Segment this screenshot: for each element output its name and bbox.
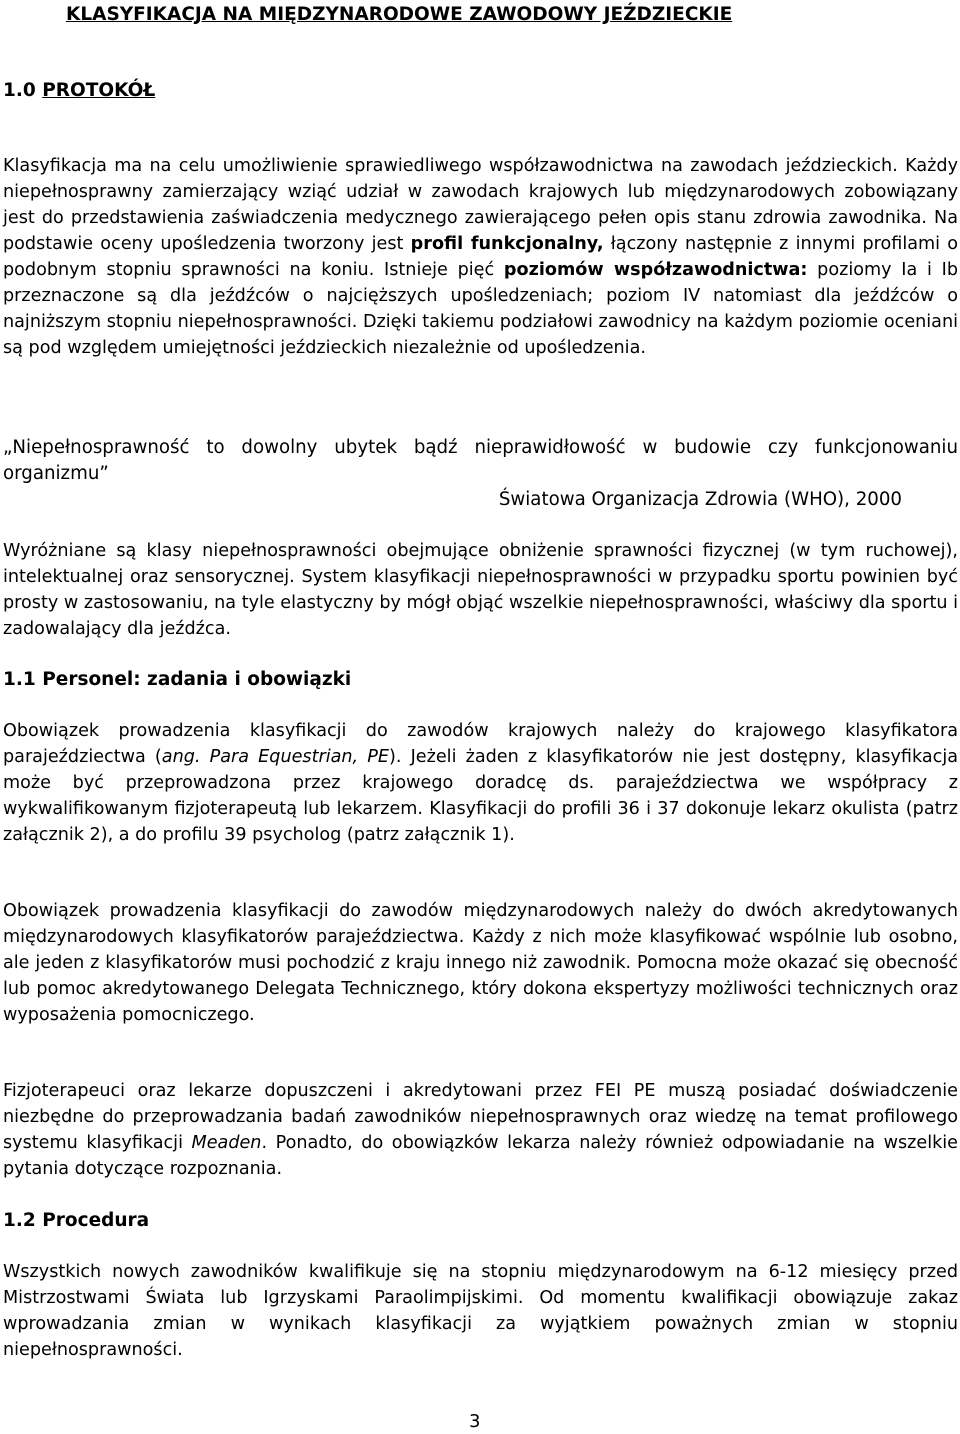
subsection-heading-procedure: 1.2 Procedura <box>3 1210 150 1231</box>
bold-term-functional-profile: profil funkcjonalny, <box>410 234 604 254</box>
paragraph-national-classification <box>3 718 958 848</box>
section-heading-protocol <box>3 78 155 104</box>
page-number: 3 <box>469 1411 481 1432</box>
paragraph-disability-classes: Wyróżniane są klasy niepełnosprawności obejmujące obniżenie sprawności fizycznej (w tym ruchowej), intelektualnej oraz sensorycznej. System klasyfikacji niepełnosprawności w przypadku sportu powinien być prosty w zastosowaniu, na tyle elastyczny by mógł objąć wszelkie niepełnosprawności, właściwy dla sportu i zadowalający dla jeźdźca. <box>3 541 958 639</box>
text-run: poziomy Ia i Ib przeznaczone są dla jeźdźców o najcięższych upośledzeniach; poziom IV natomiast dla jeźdźców o najniższym stopniu niepełnosprawności. Dzięki takiemu podziałowi zawodnicy na każdym poziomie oceniani są pod względem umiejętności jeździeckich niezależnie od upośledzenia. <box>3 260 958 358</box>
text-run: Obowiązek prowadzenia klasyfikacji do zawodów krajowych należy do krajowego klasyfikatora parajeździectwa ( <box>3 721 958 767</box>
document-title: KLASYFIKACJA NA MIĘDZYNARODOWE ZAWODOWY JEŹDZIECKIE <box>66 4 733 25</box>
text-run: łączony następnie z innymi profilami o podobnym stopniu sprawności na koniu. Istnieje pięć <box>3 234 959 280</box>
paragraph-intro <box>3 153 958 361</box>
italic-term-meaden: Meaden <box>191 1133 262 1153</box>
text-run: ). Jeżeli żaden z klasyfikatorów nie jest dostępny, klasyfikacja może być przeprowadzona przez krajowego doradcę ds. parajeździectwa we współpracy z wykwalifikowanym fizjoterapeutą lub lekarzem. Klasyfikacji do profili 36 i 37 dokonuje lekarz okulista (patrz załącznik 2), a do profilu 39 psycholog (patrz załącznik 1). <box>3 747 958 845</box>
paragraph-international-classification: Obowiązek prowadzenia klasyfikacji do zawodów międzynarodowych należy do dwóch akredytowanych międzynarodowych klasyfikatorów parajeździectwa. Każdy z nich może klasyfikować wspólnie lub osobno, ale jeden z klasyfikatorów musi pochodzić z kraju innego niż zawodnik. Pomocna może okazać się obecność lub pomoc akredytowanego Delegata Technicznego, który dokona ekspertyzy możliwości technicznych oraz wyposażenia pomocniczego. <box>3 901 958 1025</box>
who-definition-quote: „Niepełnosprawność to dowolny ubytek bądź nieprawidłowość w budowie czy funkcjonowaniu organizmu” <box>3 437 958 484</box>
text-run: Fizjoterapeuci oraz lekarze dopuszczeni i akredytowani przez FEI PE muszą posiadać doświadczenie niezbędne do przeprowadzania badań zawodników niepełnosprawnych oraz wiedzę na temat profilowego systemu klasyfikacji <box>3 1081 958 1153</box>
section-title: PROTOKÓŁ <box>42 80 156 101</box>
subsection-heading-personnel: 1.1 Personel: zadania i obowiązki <box>3 669 352 690</box>
section-number: 1.0 <box>3 80 43 101</box>
text-run: Klasyfikacja ma na celu umożliwienie sprawiedliwego współzawodnictwa na zawodach jeździeckich. Każdy niepełnosprawny zamierzający wziąć udział w zawodach krajowych lub międzynarodowych zobowiązany jest do przedstawienia zaświadczenia medycznego zawierającego pełen opis stanu zdrowia zawodnika. Na podstawie oceny upośledzenia tworzony jest <box>3 156 958 254</box>
paragraph-physiotherapists <box>3 1078 958 1182</box>
text-run: . Ponadto, do obowiązków lekarza należy również odpowiadanie na wszelkie pytania dotyczące rozpoznania. <box>3 1133 958 1179</box>
paragraph-procedure: Wszystkich nowych zawodników kwalifikuje się na stopniu międzynarodowym na 6-12 miesięcy przed Mistrzostwami Świata lub Igrzyskami Paraolimpijskimi. Od momentu kwalifikacji obowiązuje zakaz wprowadzania zmian w wynikach klasyfikacji za wyjątkiem poważnych zmian w stopniu niepełnosprawności. <box>3 1262 958 1360</box>
bold-term-competition-levels: poziomów współzawodnictwa: <box>503 260 808 280</box>
quote-source: Światowa Organizacja Zdrowia (WHO), 2000 <box>498 489 902 510</box>
italic-term: ang. Para Equestrian, PE <box>161 747 390 767</box>
